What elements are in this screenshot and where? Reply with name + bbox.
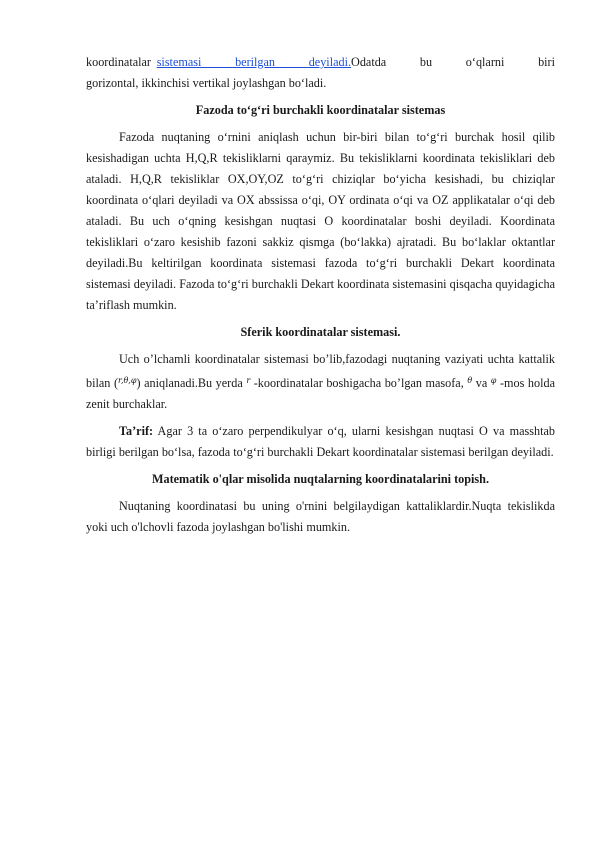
paragraph-intro	[86, 52, 555, 73]
paragraph-point-coordinates: Nuqtaning koordinatasi bu uning o'rnini belgilaydigan kattaliklardir.Nuqta tekislikda yoki uch o'lchovli fazoda joylashgan bo'lishi mumkin.	[86, 499, 555, 534]
math-coordinate-triple: r,θ,φ	[118, 376, 137, 385]
definition-text: Agar 3 ta o‘zaro perpendikulyar o‘q, ularni kesishgan nuqtasi O va masshtab birligi berilgan bo‘lsa, fazoda to‘g‘ri burchakli Dekart koordinatalar sistemasi berilgan deyiladi.	[86, 424, 555, 459]
math-phi: φ	[490, 376, 497, 385]
heading-finding-coordinates: Matematik o'qlar misolida nuqtalarning koordinatalarini topish.	[151, 472, 489, 486]
math-theta: θ	[467, 376, 473, 385]
paragraph-spherical	[86, 349, 555, 415]
definition-link[interactable]: sistemasi berilgan deyiladi.	[156, 55, 352, 69]
spherical-text-2: ) aniqlanadi.Bu yerda	[136, 376, 247, 390]
spherical-text-4: va	[472, 376, 491, 390]
definition-label: Ta’rif:	[119, 424, 154, 438]
paragraph-intro-continued: gorizontal, ikkinchisi vertikal joylashgan bo‘ladi.	[86, 76, 327, 90]
spherical-text-3: -koordinatalar boshigacha bo’lgan masofa,	[250, 376, 468, 390]
heading-cartesian: Fazoda to‘g‘ri burchakli koordinatalar sistemas	[195, 103, 446, 117]
spherical-text-5: -mos holda zenit burchaklar.	[86, 376, 555, 411]
heading-spherical: Sferik koordinatalar sistemasi.	[240, 325, 401, 339]
paragraph-definition	[86, 421, 555, 463]
paragraph-cartesian: Fazoda nuqtaning o‘rnini aniqlash uchun bir-biri bilan to‘g‘ri burchak hosil qilib kesishadigan uchta H,Q,R tekisliklarni qaraymiz. Bu tekisliklarni koordinata tekisliklari deb ataladi. H,Q,R tekisliklar OX,OY,OZ to‘g‘ri chiziqlar bo‘yicha kesishadi, bu chiziqlar koordinata o‘qlari deyiladi va OX abssissa o‘qi, OY ordinata o‘qi va OZ applikatalar o‘qi deb ataladi. Bu uch o‘qning kesishgan nuqtasi O koordinatalar boshi deyiladi. Koordinata tekisliklari o‘zaro kesishib fazoni sakkiz qismga (bo‘lakka) ajratadi. Bu bo‘laklar oktantlar deyiladi.Bu keltirilgan koordinata sistemasi fazoda to‘g‘ri burchakli Dekart koordinata sistemasi deyiladi. Fazoda to‘g‘ri burchakli Dekart koordinata sistemasini qisqacha quyidagicha ta’riflash mumkin.	[86, 130, 555, 312]
math-r: r	[246, 376, 251, 385]
spherical-text-1: Uch o’lchamli koordinatalar sistemasi bo’lib,fazodagi nuqtaning vaziyati uchta kattalik bilan (	[86, 352, 555, 390]
document-page	[86, 52, 555, 538]
intro-text-middle: Odatda bu o‘qlarni biri	[351, 55, 556, 69]
intro-text-before: koordinatalar	[86, 55, 157, 69]
